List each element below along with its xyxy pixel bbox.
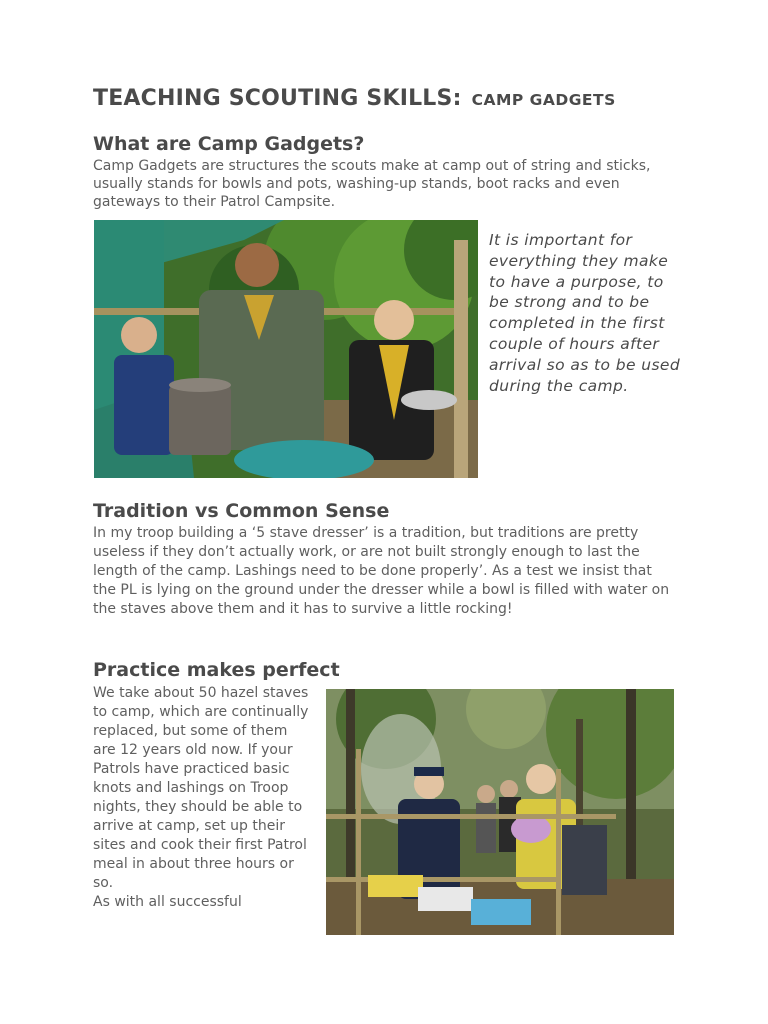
paragraph-what-are-camp-gadgets: Camp Gadgets are structures the scouts make at camp out of string and sticks, usually stands for bowls and pots, washing-up stands, boot racks and even gateways to their Patrol Campsite. — [93, 158, 651, 210]
heading-what-are-camp-gadgets: What are Camp Gadgets? — [93, 133, 365, 155]
heading-practice-makes-perfect: Practice makes perfect — [93, 659, 340, 681]
paragraph-tradition-vs-common-sense: In my troop building a ‘5 stave dresser’ is a tradition, but traditions are pretty useless if they don’t actually work, or are not built strongly enough to last the length of the camp. Lashings need to be done properly’. As a test we insist that the PL is lying on the ground under the dresser while a bowl is filled with water on the staves above them and it has to survive a little rocking! — [93, 525, 670, 617]
photo-patrol-kitchen — [326, 689, 674, 935]
heading-tradition-vs-common-sense: Tradition vs Common Sense — [93, 500, 390, 522]
title-main: TEACHING SCOUTING SKILLS: — [93, 86, 462, 111]
page-title — [93, 86, 616, 111]
pull-quote: It is important for everything they make to have a purpose, to be strong and to be completed in the first couple of hours after arrival so as to be used during the camp. — [489, 231, 681, 395]
photo-scouts-lashing — [94, 220, 478, 478]
paragraph-practice-makes-perfect: We take about 50 hazel staves to camp, which are continually replaced, but some of them are 12 years old now. If your Patrols have practiced basic knots and lashings on Troop nights, they should be able to arrive at camp, set up their sites and cook their first Patrol meal in about three hours or so. As with all successful — [93, 685, 309, 910]
title-subtitle: CAMP GADGETS — [471, 91, 616, 109]
